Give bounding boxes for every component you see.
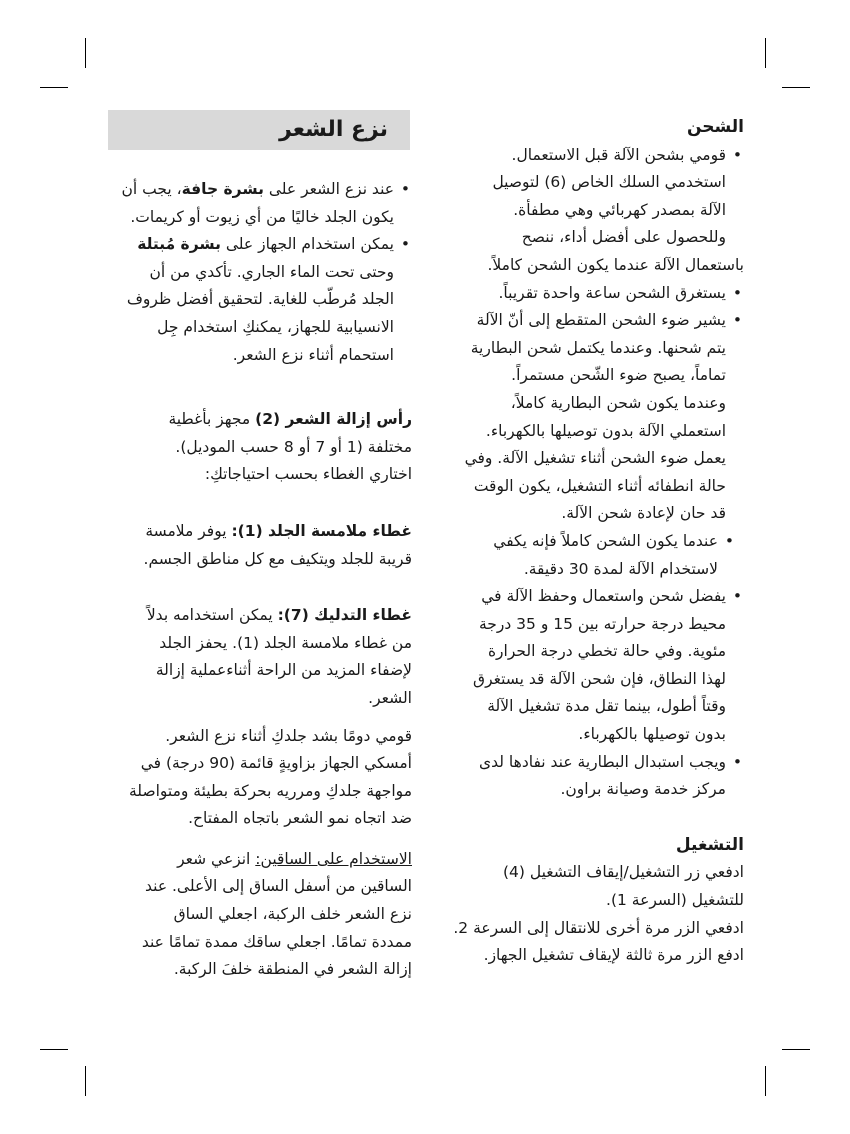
- crop-mark: [782, 87, 810, 88]
- list-item: • يفضل شحن واستعمال وحفظ الآلة في محيط درجة حرارته بين 15 و 35 درجة مئوية. وفي حالة تخطي درجة الحرارة لهذا النطاق، فإن شحن الآلة قد يستغرق وقتاً أطول، بينما تقل مدة تشغيل الآلة بدون توصيلها بالكهرباء.: [440, 583, 744, 749]
- list-item: • عندما يكون الشحن كاملاً فإنه يكفي لاستخدام الآلة لمدة 30 دقيقة.: [440, 528, 744, 583]
- epilation-list: [108, 176, 412, 369]
- cap1-paragraph: غطاء ملامسة الجلد (1): يوفر ملامسة قريبة للجلد ويتكيف مع كل مناطق الجسم.: [143, 521, 412, 568]
- list-item: • ويجب استبدال البطارية عند نفادها لدى مركز خدمة وصيانة براون.: [440, 749, 744, 804]
- crop-mark: [40, 87, 68, 88]
- list-item: • عند نزع الشعر على بشرة جافة، يجب أن يكون الجلد خاليًا من أي زيوت أو كريمات.: [108, 176, 412, 231]
- list-item: • يستغرق الشحن ساعة واحدة تقريباً.: [440, 280, 744, 308]
- list-item: • قومي بشحن الآلة قبل الاستعمال. استخدمي السلك الخاص (6) لتوصيل الآلة بمصدر كهربائي وهي مطفأة. وللحصول على أفضل أداء، ننصح باستعمال الآلة عندما يكون الشحن كاملاً.: [440, 142, 744, 280]
- tips-paragraph: قومي دومًا بشد جلدكِ أثناء نزع الشعر. أمسكي الجهاز بزاويةٍ قائمة (90 درجة) في مواجهة جلدكِ ومرريه بحركة بطيئة ومتواصلة ضد اتجاه نمو الشعر باتجاه المفتاح.: [129, 726, 412, 828]
- charging-heading: الشحن: [686, 117, 744, 137]
- legs-paragraph: الاستخدام على الساقين: انزعي شعر الساقين من أسفل الساق إلى الأعلى. عند نزع الشعر خلف الركبة، اجعلي الساق ممددة تمامًا. اجعلي ساقك ممدة تمامًا عند إزالة الشعر في المنطقة خلفَ الركبة.: [141, 849, 412, 979]
- crop-mark: [40, 1049, 68, 1050]
- crop-mark: [765, 38, 766, 68]
- section-title: نزع الشعر: [279, 117, 388, 142]
- section-title-bar: [108, 110, 410, 150]
- crop-mark: [85, 38, 86, 68]
- charging-list: [440, 142, 744, 804]
- cap7-paragraph: غطاء التدليك (7): يمكن استخدامه بدلاً من غطاء ملامسة الجلد (1). يحفز الجلد لإضفاء المزيد من الراحة أثناءعملية إزالة الشعر.: [146, 606, 412, 707]
- crop-mark: [765, 1066, 766, 1096]
- list-item: • يشير ضوء الشحن المتقطع إلى أنّ الآلة يتم شحنها. وعندما يكتمل شحن البطارية تماماً، يصبح ضوء الشّحن مستمراً. وعندما يكون شحن البطارية كاملاً، استعملي الآلة بدون توصيلها بالكهرباء. يعمل ضوء الشحن أثناء تشغيل الآلة. وفي حالة انطفائه أثناء التشغيل، يكون الوقت قد حان لإعادة شحن الآلة.: [440, 307, 744, 528]
- crop-mark: [85, 1066, 86, 1096]
- operation-heading: التشغيل: [675, 834, 744, 855]
- charging-column: [440, 114, 744, 970]
- head-paragraph: رأس إزالة الشعر (2) مجهز بأغطية مختلفة (1 أو 7 أو 8 حسب الموديل). اختاري الغطاء بحسب احتياجاتكِ:: [168, 410, 412, 484]
- crop-mark: [782, 1049, 810, 1050]
- epilation-column: [108, 176, 412, 984]
- operation-text: ادفعي زر التشغيل/إيقاف التشغيل (4) للتشغيل (السرعة 1). ادفعي الزر مرة أخرى للانتقال إلى السرعة 2. ادفع الزر مرة ثالثة لإيقاف تشغيل الجهاز.: [453, 863, 744, 965]
- list-item: • يمكن استخدام الجهاز على بشرة مُبتلة وحتى تحت الماء الجاري. تأكدي من أن الجلد مُرطّب للغاية. لتحقيق أفضل ظروف الانسيابية للجهاز، يمكنكِ استخدام جِل استحمام أثناء نزع الشعر.: [108, 231, 412, 369]
